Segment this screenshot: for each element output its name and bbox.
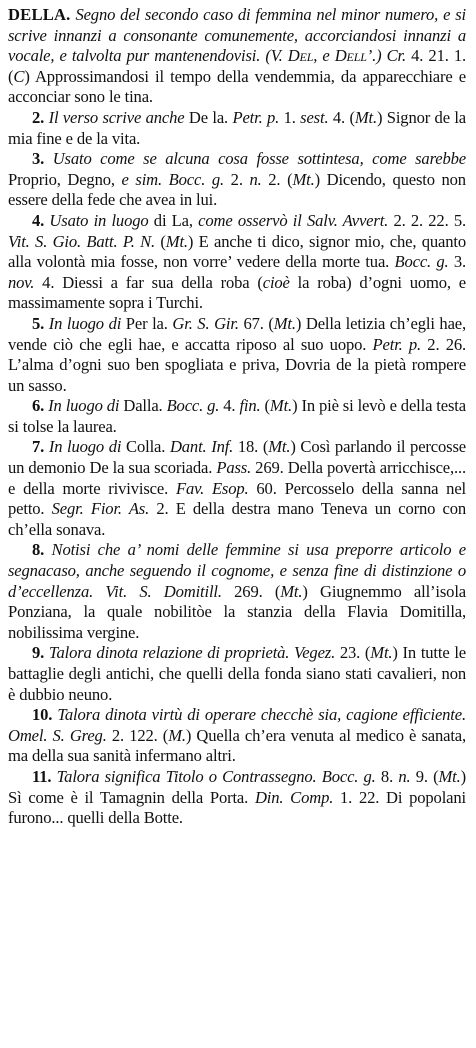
text-run: 60. Percosselo della sanna nel petto.: [8, 478, 467, 519]
text-run: Cr.: [386, 46, 407, 66]
text-run: ) In tutte le battaglie degli antichi, che quelli della fonda siano stati cavalieri, non è dubbio neuno.: [8, 643, 466, 704]
text-run: 2. 122. (: [106, 725, 169, 745]
entry-sense-8: [8, 540, 466, 643]
text-run: 1. 22. Di popolani furono... quelli della Botte.: [8, 787, 466, 828]
text-run: 8.: [375, 766, 399, 786]
text-run: ) Approssimandosi il tempo della vendemmia, da apparecchiare e acconciar sono le tina.: [8, 66, 466, 107]
text-run: 1.: [279, 107, 301, 127]
text-run: Mt.: [269, 396, 293, 416]
text-run: Proprio, Degno,: [8, 169, 122, 189]
text-run: ) Sì come è il Tamagnin della Porta.: [8, 766, 466, 807]
text-run: 67. (: [238, 313, 274, 333]
text-run: ) Giugnemmo all’isola Ponziana, la quale nobilitòe la stanzia della Flavia Domitilla, nobilissima vergine.: [8, 581, 467, 642]
text-run: ) In piè si levò e della testa si tolse la laurea.: [8, 396, 466, 436]
text-run: 9. (: [410, 766, 439, 786]
text-run: 2. 26. L’alma d’ogni suo ben spogliata e priva, Dovria de la pietà rompere un sasso.: [8, 334, 466, 395]
text-run: 269. Della povertà arricchisce,... e della morte rivivisce.: [8, 458, 466, 498]
text-run: Dalla.: [119, 396, 167, 416]
text-run: Mt.: [273, 313, 296, 333]
text-run: (: [155, 231, 166, 251]
text-run: Mt.: [165, 231, 188, 251]
text-run: Mt.: [280, 581, 303, 601]
sense-number: 6.: [32, 396, 49, 416]
entry-sense-5: [8, 314, 466, 396]
text-run: .): [372, 46, 387, 66]
text-run: Usato come se alcuna cosa fosse sottintesa, come sarebbe: [52, 149, 466, 169]
text-run: 4. 21. 1. (: [8, 46, 466, 86]
text-run: Petr. p.: [232, 107, 280, 127]
text-run: 2. (: [261, 169, 293, 189]
text-run: Bocc. g.: [166, 396, 220, 416]
text-run: come osservò il Salv. Avvert.: [198, 210, 389, 230]
text-run: ) Dicendo, questo non essere della fede che avea in lui.: [8, 169, 466, 210]
text-run: n.: [249, 169, 262, 189]
text-run: fin.: [239, 396, 261, 416]
text-run: Segr. Fior. As.: [51, 499, 150, 519]
sense-number: 9.: [32, 643, 49, 663]
entry-sense-2: [8, 108, 466, 149]
text-run: In luogo di: [48, 313, 122, 333]
text-run: Colla.: [121, 437, 170, 457]
text-run: di La,: [148, 210, 199, 230]
text-run: Talora dinota virtù di operare checchè sia, cagione efficiente. Omel. S. Greg.: [8, 705, 466, 745]
text-run: Segno del secondo caso di femmina nel minor numero, e si scrive innanzi a consonante comunemente, accorciandosi innanzi a vocale, e talvolta pur mantenendovisi. (V.: [8, 5, 466, 66]
text-run: Mt.: [292, 169, 315, 189]
text-run: Notisi che a’ nomi delle femmine si usa preporre articolo e segnacaso, anche seguendo il cognome, e senza fine di distinzione o d’eccellenza. Vit. S. Domitill.: [8, 540, 466, 601]
text-run: ) Della letizia ch’egli hae, vende ciò che egli hae, e accatta riposo al suo uopo.: [8, 313, 467, 354]
text-run: n.: [398, 766, 411, 786]
text-run: 3.: [448, 252, 466, 272]
text-run: M.: [168, 725, 186, 745]
text-run: Mt.: [370, 643, 393, 663]
text-run: cioè: [262, 272, 290, 292]
text-run: In luogo di: [48, 437, 122, 457]
headword: DELLA.: [8, 5, 71, 24]
text-run: Talora dinota relazione di proprietà. Vegez.: [48, 643, 336, 663]
text-run: Petr. p.: [372, 334, 422, 354]
text-run: Pass.: [216, 458, 252, 478]
text-run: In luogo di: [48, 396, 120, 416]
text-run: , e: [313, 46, 335, 66]
entry-sense-4: [8, 211, 466, 314]
text-run: Usato in luogo: [49, 210, 149, 230]
entry-definition: [8, 5, 466, 108]
sense-number: 4.: [32, 210, 50, 230]
text-run: De la.: [184, 107, 233, 127]
entry-sense-6: [8, 396, 466, 437]
entry-sense-10: [8, 705, 466, 767]
text-run: 18. (: [233, 437, 269, 457]
text-run: ) Quella ch’era venuta al medico è sanata, ma della sua sanità infermano altri.: [8, 725, 466, 766]
text-run: Mt.: [268, 437, 291, 457]
text-run: ) Signor de la mia fine e de la vita.: [8, 107, 466, 148]
text-run: Il verso scrive anche: [48, 107, 185, 127]
sense-number: 2.: [32, 107, 49, 127]
sense-number: 8.: [32, 540, 52, 560]
text-run: Dell’: [334, 46, 373, 66]
sense-number: 5.: [32, 313, 49, 333]
text-run: Del: [287, 46, 314, 66]
text-run: Mt.: [354, 107, 377, 127]
text-run: Bocc. g.: [394, 252, 449, 272]
text-run: la roba) d’ogni uomo, e massimamente sopra i Turchi.: [8, 272, 466, 313]
text-run: C: [13, 66, 25, 86]
text-run: 269. (: [221, 581, 281, 601]
sense-number: 3.: [32, 149, 53, 169]
text-run: 2. 2. 22. 5.: [388, 210, 466, 230]
text-run: Mt.: [438, 766, 461, 786]
text-run: nov.: [8, 272, 35, 292]
sense-number: 11.: [32, 766, 57, 786]
text-run: Dant. Inf.: [169, 437, 234, 457]
text-run: Fav. Esop.: [175, 478, 249, 498]
text-run: Talora significa Titolo o Contrassegno. Bocc. g.: [56, 766, 376, 786]
text-run: 4. Diessi a far sua della roba (: [34, 272, 263, 292]
text-run: (: [260, 396, 270, 416]
text-run: Vit. S. Gio. Batt. P. N.: [8, 231, 156, 251]
text-run: Gr. S. Gir.: [172, 313, 239, 333]
text-run: Din. Comp.: [254, 787, 334, 807]
entry-sense-11: [8, 767, 466, 829]
entry-sense-7: [8, 437, 466, 540]
sense-number: 7.: [32, 437, 49, 457]
text-run: sest.: [300, 107, 329, 127]
entry-sense-9: [8, 643, 466, 705]
text-run: e sim. Bocc. g.: [121, 169, 225, 189]
text-run: ) Così parlando il percosse un demonio De la sua scoriada.: [8, 437, 466, 478]
text-run: 2.: [224, 169, 250, 189]
entry-sense-3: [8, 149, 466, 211]
text-run: 2. E della destra mano Teneva un corno con ch’ella sonava.: [8, 499, 466, 539]
text-run: ) E anche ti dico, signor mio, che, quanto alla volontà mia fosse, non vorre’ vedere della morte tua.: [8, 231, 466, 272]
text-run: 23. (: [335, 643, 371, 663]
text-run: 4. (: [328, 107, 355, 127]
text-run: Per la.: [121, 313, 173, 333]
sense-number: 10.: [32, 705, 58, 725]
text-run: 4.: [219, 396, 240, 416]
